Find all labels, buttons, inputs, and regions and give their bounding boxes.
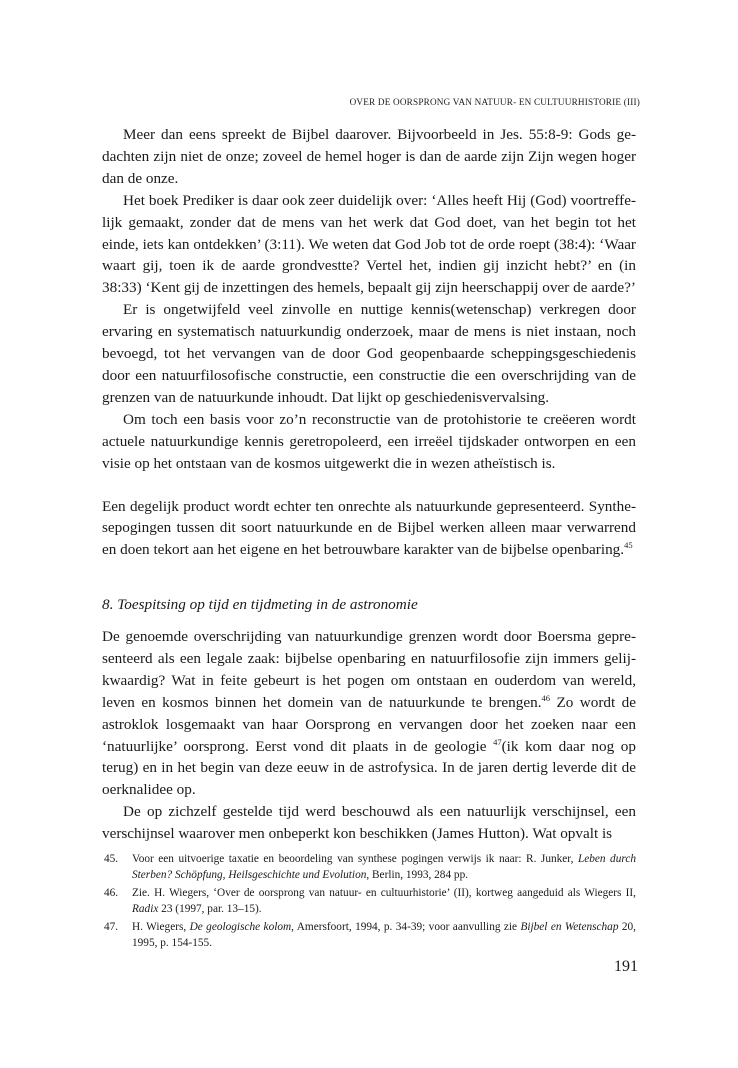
footnote-text: , Berlin, 1993, 284 pp. <box>366 868 469 881</box>
footnote-text: 23 (1997, par. 13–15). <box>158 902 262 915</box>
paragraph-6 <box>102 626 636 801</box>
footnote-text: Voor een uitvoerige taxatie en beoordeling van synthese pogingen verwijs ik naar: R. Junker, <box>132 853 578 865</box>
footnote-ref-45[interactable]: 45 <box>624 540 633 551</box>
running-head: OVER DE OORSPRONG VAN NATUUR- EN CULTUURHISTORIE (III) <box>349 97 640 107</box>
footnote-number: 45. <box>104 853 119 865</box>
body-text-top <box>102 124 636 561</box>
paragraph-7: De op zichzelf gestelde tijd werd beschouwd als een natuurlijk verschijnsel, een verschijnsel waarover men onbeperkt kon beschikken (James Hutton). Wat opvalt is <box>102 803 636 843</box>
paragraph-3: Er is ongetwijfeld veel zinvolle en nuttige kennis(wetenschap) verkregen door ervaring en systematisch natuurkundig onderzoek, maar de mens is niet instaan, noch bevoegd, tot het vervangen van de door God geopenbaarde scheppingsgeschiedenis door een natuurfilosofische constructie, een constructie die een overschrijding van de grenzen van de natuurkunde inhoudt. Dat lijkt op geschiedenisvervalsing. <box>102 301 636 406</box>
footnote-number: 46. <box>104 887 119 900</box>
footnote-title: De geologische kolom <box>189 921 292 934</box>
footnote-title: Leben durch Sterben? Schöpfung, Heilsgeschichte und Evolution <box>132 853 636 881</box>
footnote-text: , Amersfoort, 1994, p. 34-39; voor aanvulling zie <box>291 921 521 934</box>
footnote-46 <box>102 886 636 917</box>
footnote-text: H. Wiegers, <box>132 921 190 934</box>
footnote-title: Radix <box>132 902 159 915</box>
footnote-title: Bijbel en Wetenschap <box>520 921 619 934</box>
paragraph-6-text-a: De genoemde overschrijding van natuurkundige grenzen wordt door Boersma gepresenteerd als een legale zaak: bijbelse openbaring en natuurfilosofie zijn immers gelijkwaardig? Wat in feite gebeurt is het pogen om ontstaan en ouderdom van wereld, leven en kosmos binnen het domein van de natuurkunde te brengen. <box>102 628 636 711</box>
paragraph-1: Meer dan eens spreekt de Bijbel daarover. Bijvoorbeeld in Jes. 55:8-9: Gods gedachten zijn niet de onze; zoveel de hemel hoger is dan de aarde zijn Zijn wegen hoger dan de onze. <box>102 126 636 187</box>
footnote-text: 20, 1995, p. 154-155. <box>132 921 636 949</box>
paragraph-4: Om toch een basis voor zo’n reconstructie van de protohistorie te creëeren wordt actuele natuurkundige kennis geretropoleerd, een irreëel tijdskader ontworpen en een visie op het ontstaan van de kosmos uitgewerkt die in wezen atheïstisch is. <box>102 410 636 472</box>
footnotes <box>102 852 636 955</box>
section-heading: 8. Toespitsing op tijd en tijdmeting in de astronomie <box>102 596 418 613</box>
footnote-ref-47[interactable]: 47 <box>493 736 502 747</box>
footnote-ref-46[interactable]: 46 <box>541 692 550 703</box>
footnote-text: Zie. H. Wiegers, ‘Over de oorsprong van natuur- en cultuurhistorie’ (II), kortweg aangeduid als Wiegers II, <box>132 887 636 900</box>
footnote-47 <box>102 920 636 951</box>
footnote-45 <box>102 852 636 883</box>
paragraph-6-text-b: Zo wordt de astroklok losgemaakt van haar Oorsprong en vervangen door het zoeken naar een ‘natuurlijke’ oorsprong. Eerst vond dit plaats in de geologie <box>102 693 637 755</box>
footnote-number: 47. <box>104 921 119 934</box>
paragraph-5-text: Een degelijk product wordt echter ten onrechte als natuurkunde gepresenteerd. Synthesepogingen tussen dit soort natuurkunde en de Bijbel werken alleen maar verwarrend en doen tekort aan het eigene en het betrouwbare karakter van de bijbelse openbaring. <box>102 497 636 559</box>
paragraph-2: Het boek Prediker is daar ook zeer duidelijk over: ‘Alles heeft Hij (God) voortreffelijk gemaakt, zonder dat de mens van het werk dat God doet, van het begin tot het einde, iets kan ontdekken’ (3:11). We weten dat God Job tot de orde roept (38:4): ‘Waar waart gij, toen ik de aarde grondvestte? Vertel het, indien gij inzicht hebt?’ en (in 38:33) ‘Kent gij de inzettingen des hemels, bepaalt gij zijn heerschappij over de aarde?’ <box>102 191 636 297</box>
page-number: 191 <box>614 958 638 975</box>
body-text-bottom <box>102 626 636 845</box>
paragraph-6-text-c: (ik kom daar nog op terug) en in het begin van deze eeuw in de astrofysica. In de jaren dertig leverde dit de oerknalidee op. <box>102 737 636 799</box>
paragraph-5 <box>102 496 636 562</box>
